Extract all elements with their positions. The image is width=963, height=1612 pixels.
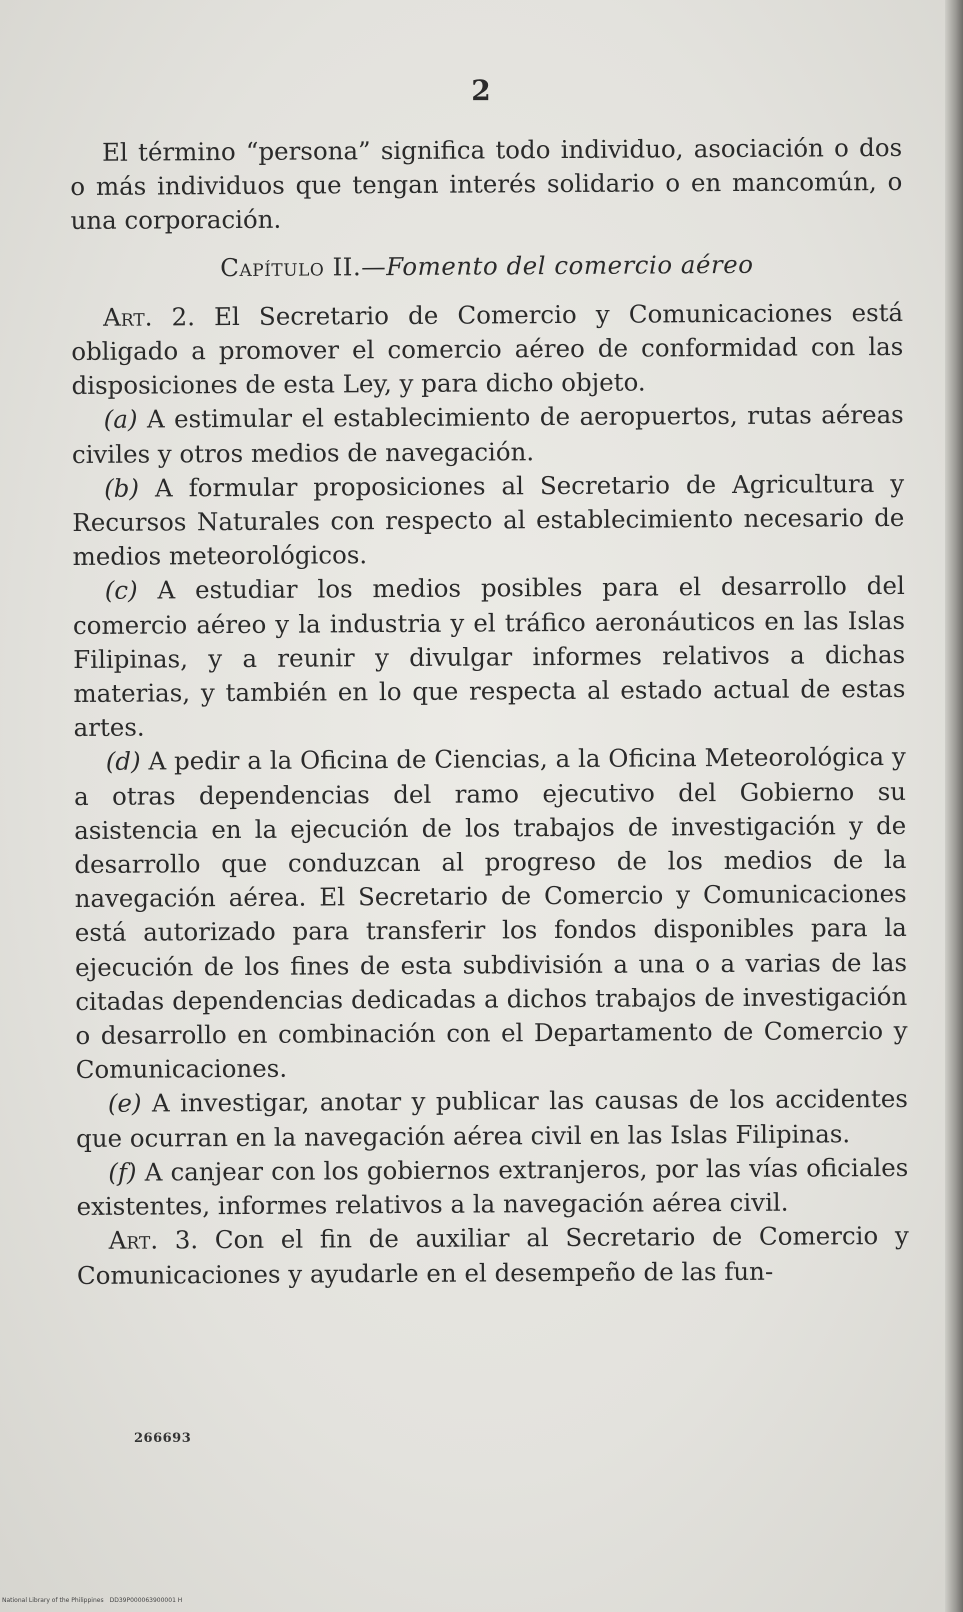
article-text: El Secretario de Comercio y Comunicaciones está obligado a promover el comercio aéreo de conformidad con las disposiciones de esta Ley, y para dicho objeto. (71, 297, 904, 401)
clause-paragraph (76, 1082, 908, 1155)
printer-signature-mark: 266693 (134, 1431, 192, 1446)
chapter-dash: — (361, 251, 387, 281)
chapter-label: Capítulo II. (220, 251, 362, 282)
article-paragraph (71, 296, 904, 404)
clause-marker: (f) (108, 1157, 137, 1187)
clause-paragraph (76, 1151, 908, 1224)
chapter-title: Fomento del comercio aéreo (386, 249, 754, 281)
chapter-heading (71, 247, 903, 286)
clause-text: A estudiar los medios posibles para el desarrollo del comercio aéreo y la industria y el tráfico aeronáuticos en las Islas Filipinas, y a reunir y divulgar informes relativos a dichas materias, y también en lo que respecta al estado actual de estas artes. (72, 571, 906, 743)
clause-paragraph (73, 569, 906, 745)
clause-paragraph (72, 467, 905, 575)
book-gutter-shadow (945, 0, 963, 1612)
clause-marker: (b) (104, 473, 140, 503)
page-number: 2 (471, 74, 492, 107)
footer-credit (2, 1597, 182, 1604)
opening-paragraph: El término “persona” significa todo individuo, asociación o dos o más individuos que tengan interés solidario o en mancomún, o una corporación. (70, 132, 903, 236)
clause-text: A formular proposiciones al Secretario de Agricultura y Recursos Naturales con respecto al establecimiento necesario de medios meteorológicos. (72, 468, 905, 572)
clause-text: A estimular el establecimiento de aeropuertos, rutas aéreas civiles y otros medios de navegación. (71, 400, 904, 469)
clause-text: A investigar, anotar y publicar las causas de los accidentes que ocurran en la navegación aérea civil en las Islas Filipinas. (76, 1084, 908, 1153)
clause-text: A canjear con los gobiernos extranjeros, por las vías oficiales existentes, informes relativos a la navegación aérea civil. (76, 1152, 909, 1222)
article-label: Art. 2. (103, 302, 196, 332)
footer-institution: National Library of the Philippines (2, 1597, 104, 1604)
body-text (70, 131, 909, 1293)
article-3-text: Con el fin de auxiliar al Secretario de Comercio y Comunicaciones y ayudarle en el desempeño de las fun- (76, 1221, 909, 1290)
clause-text: A pedir a la Oficina de Ciencias, a la Oficina Meteorológica y a otras dependencias del ramo ejecutivo del Gobierno su asistencia en la ejecución de los trabajos de investigación y de desarrollo que conduzcan al progreso de los medios de la navegación aérea. El Secretario de Comercio y Comunicaciones está autorizado para transferir los fondos disponibles para la ejecución de los fines de esta subdivisión a una o a varias de las citadas dependencias dedicadas a dichos trabajos de investigación o desarrollo en combinación con el Departamento de Comercio y Comunicaciones. (73, 742, 908, 1085)
clause-marker: (a) (103, 405, 138, 435)
article-3-paragraph (77, 1219, 909, 1292)
clause-marker: (c) (104, 576, 138, 606)
article-3-label: Art. 3. (108, 1225, 199, 1256)
clause-paragraph (74, 740, 908, 1087)
clause-paragraph (72, 398, 904, 471)
footer-identifier: DD39P000063900001 H (109, 1597, 183, 1604)
clause-marker: (d) (105, 747, 141, 777)
clause-marker: (e) (107, 1089, 142, 1119)
